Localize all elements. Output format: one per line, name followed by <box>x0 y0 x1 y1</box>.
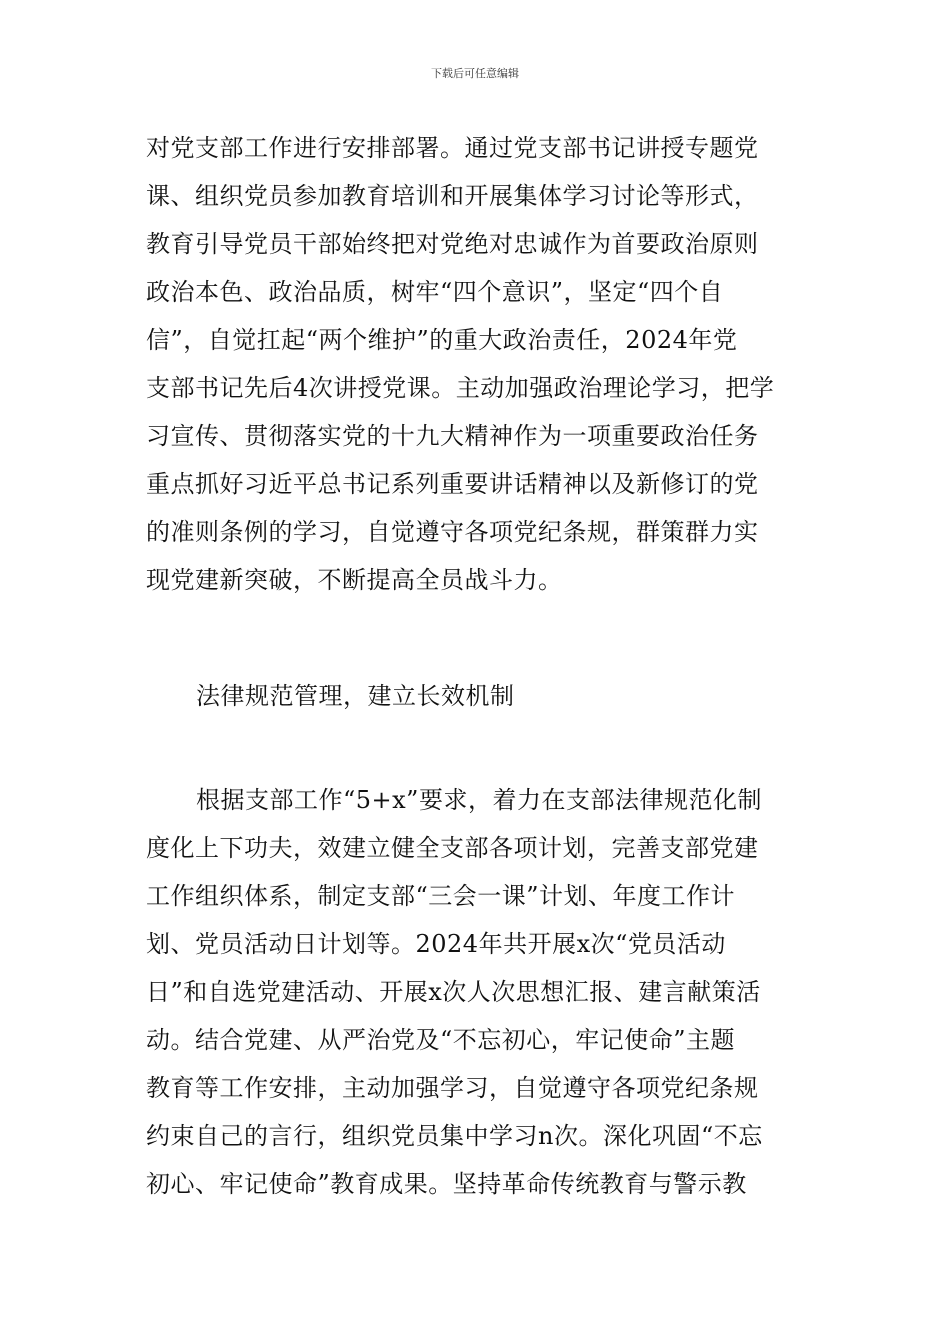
paragraph-line: 约束自己的言行，组织党员集中学习n次。深化巩固“不忘 <box>146 1122 763 1150</box>
paragraph-line: 教育引导党员干部始终把对党绝对忠诚作为首要政治原则 <box>146 230 759 258</box>
paragraph-line: 对党支部工作进行安排部署。通过党支部书记讲授专题党 <box>146 134 759 162</box>
paragraph-1 <box>146 124 816 604</box>
paragraph-2 <box>146 776 816 1208</box>
paragraph-line: 支部书记先后4次讲授党课。主动加强政治理论学习，把学 <box>146 374 775 402</box>
paragraph-line: 工作组织体系，制定支部“三会一课”计划、年度工作计 <box>146 882 736 910</box>
paragraph-line: 日”和自选党建活动、开展x次人次思想汇报、建言献策活 <box>146 978 761 1006</box>
paragraph-line: 现党建新突破，不断提高全员战斗力。 <box>146 566 563 594</box>
paragraph-line: 重点抓好习近平总书记系列重要讲话精神以及新修订的党 <box>146 470 759 498</box>
paragraph-line: 根据支部工作“5+x”要求，着力在支部法律规范化制 <box>196 786 762 814</box>
paragraph-line: 动。结合党建、从严治党及“不忘初心，牢记使命”主题 <box>146 1026 736 1054</box>
paragraph-line: 政治本色、政治品质，树牢“四个意识”，坚定“四个自 <box>146 278 724 306</box>
paragraph-line: 教育等工作安排，主动加强学习，自觉遵守各项党纪条规 <box>146 1074 759 1102</box>
paragraph-line: 课、组织党员参加教育培训和开展集体学习讨论等形式， <box>146 182 759 210</box>
paragraph-line: 度化上下功夫，效建立健全支部各项计划，完善支部党建 <box>146 834 759 862</box>
section-heading <box>146 672 816 720</box>
section-heading-text: 法律规范管理，建立长效机制 <box>196 682 515 710</box>
paragraph-line: 信”，自觉扛起“两个维护”的重大政治责任，2024年党 <box>146 326 738 354</box>
paragraph-line: 划、党员活动日计划等。2024年共开展x次“党员活动 <box>146 930 726 958</box>
paragraph-line: 习宣传、贯彻落实党的十九大精神作为一项重要政治任务 <box>146 422 759 450</box>
paragraph-line: 初心、牢记使命”教育成果。坚持革命传统教育与警示教 <box>146 1170 747 1198</box>
page-header-note: 下载后可任意编辑 <box>431 67 519 80</box>
paragraph-line: 的准则条例的学习，自觉遵守各项党纪条规，群策群力实 <box>146 518 759 546</box>
